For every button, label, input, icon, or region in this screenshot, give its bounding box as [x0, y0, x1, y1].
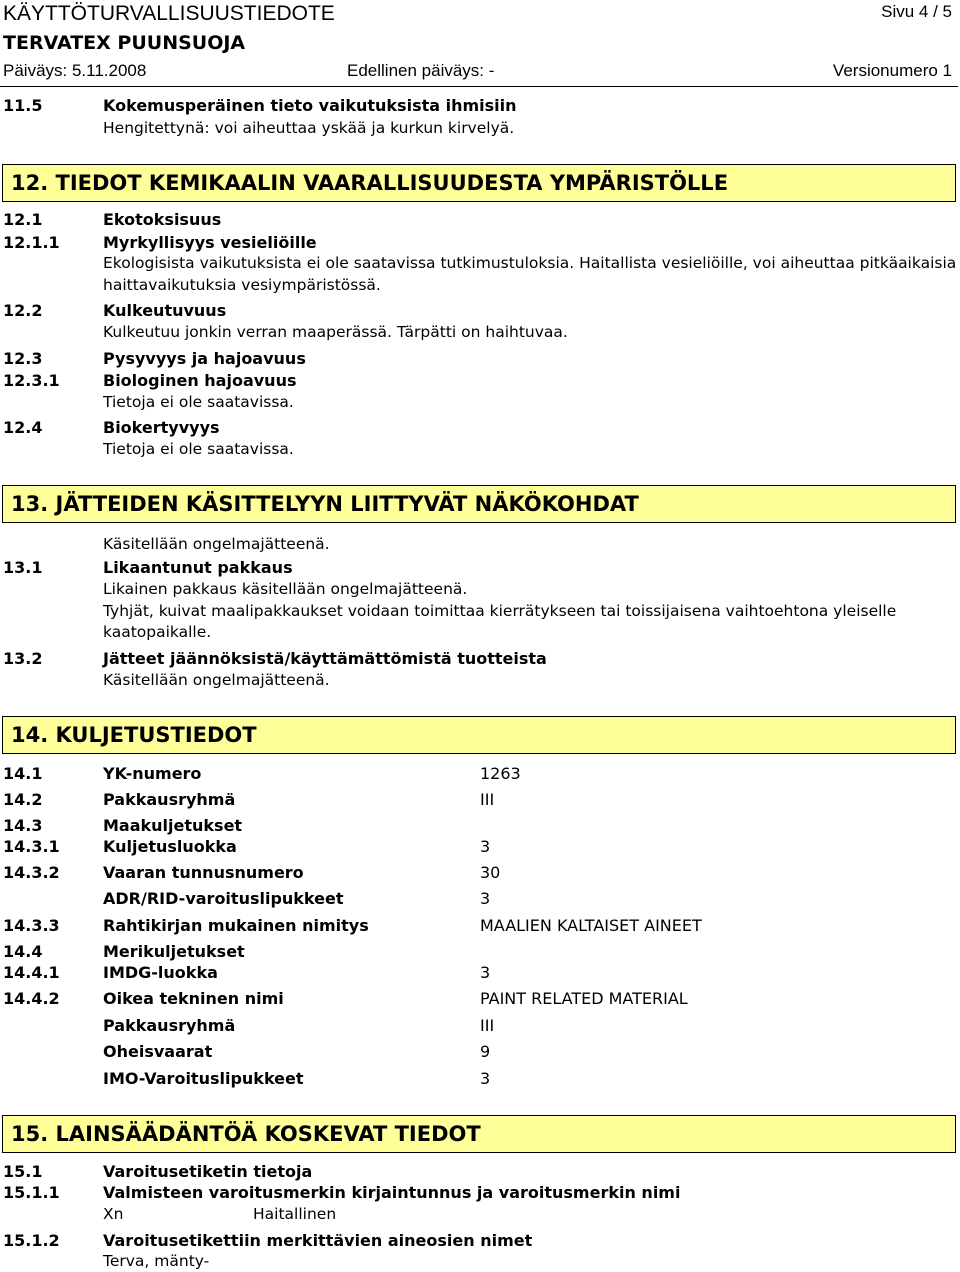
section-12-3-title: Pysyvyys ja hajoavuus: [103, 349, 306, 368]
section-12-3-number: 12.3: [3, 349, 43, 368]
section-13-1-text: Likainen pakkaus käsitellään ongelmajätteenä.: [103, 580, 468, 598]
header-divider: [0, 86, 958, 87]
section-13-1-text-2: Tyhjät, kuivat maalipakkaukset voidaan toimittaa kierrätykseen tai toissijaisena vaihtoehtona yleiselle: [103, 602, 897, 620]
transport-label: IMDG-luokka: [103, 963, 218, 982]
section-15-1-number: 15.1: [3, 1162, 43, 1181]
transport-num: 14.3.3: [3, 916, 60, 935]
section-14-heading: 14. KULJETUSTIEDOT: [2, 716, 956, 754]
section-15-1-title: Varoitusetiketin tietoja: [103, 1162, 313, 1181]
section-11-5-title: Kokemusperäinen tieto vaikutuksista ihmisiin: [103, 96, 517, 115]
transport-value: 3: [480, 837, 491, 856]
transport-value: 3: [480, 1069, 491, 1088]
transport-label: Merikuljetukset: [103, 942, 245, 961]
section-12-2-number: 12.2: [3, 301, 43, 320]
section-12-3-1-text: Tietoja ei ole saatavissa.: [103, 393, 294, 411]
section-12-heading: 12. TIEDOT KEMIKAALIN VAARALLISUUDESTA YMPÄRISTÖLLE: [2, 164, 956, 202]
transport-value: 30: [480, 863, 501, 882]
transport-label: Oikea tekninen nimi: [103, 989, 284, 1008]
hazard-symbol-code: Xn: [103, 1205, 124, 1223]
section-12-2-text: Kulkeutuu jonkin verran maaperässä. Tärpätti on haihtuvaa.: [103, 323, 568, 341]
transport-label: Rahtikirjan mukainen nimitys: [103, 916, 369, 935]
section-13-2-number: 13.2: [3, 649, 43, 668]
transport-num: 14.2: [3, 790, 43, 809]
transport-label: Maakuljetukset: [103, 816, 243, 835]
transport-label: YK-numero: [103, 764, 202, 783]
section-12-3-1-number: 12.3.1: [3, 371, 60, 390]
section-15-1-1-title: Valmisteen varoitusmerkin kirjaintunnus ja varoitusmerkin nimi: [103, 1183, 681, 1202]
transport-value: III: [480, 1016, 495, 1035]
section-12-1-1-text: Ekologisista vaikutuksista ei ole saatavissa tutkimustuloksia. Haitallista vesieliöille, voi aiheuttaa pitkäaikaisia: [103, 254, 957, 272]
transport-num: 14.4: [3, 942, 43, 961]
section-13-2-title: Jätteet jäännöksistä/käyttämättömistä tuotteista: [103, 649, 547, 668]
transport-label: Vaaran tunnusnumero: [103, 863, 304, 882]
section-12-1-1-text-cont: haittavaikutuksia vesiympäristössä.: [103, 276, 381, 294]
section-11-5-text: Hengitettynä: voi aiheuttaa yskää ja kurkun kirvelyä.: [103, 119, 515, 137]
transport-label: ADR/RID-varoituslipukkeet: [103, 889, 344, 908]
transport-label: IMO-Varoituslipukkeet: [103, 1069, 304, 1088]
section-15-1-2-text: Terva, mänty-: [103, 1252, 210, 1270]
section-13-heading: 13. JÄTTEIDEN KÄSITTELYYN LIITTYVÄT NÄKÖKOHDAT: [2, 485, 956, 523]
transport-value: PAINT RELATED MATERIAL: [480, 989, 688, 1008]
section-13-1-number: 13.1: [3, 558, 43, 577]
transport-label: Pakkausryhmä: [103, 790, 236, 809]
transport-value: III: [480, 790, 495, 809]
section-15-1-1-number: 15.1.1: [3, 1183, 60, 1202]
section-12-1-title: Ekotoksisuus: [103, 210, 222, 229]
document-date: Päiväys: 5.11.2008: [3, 61, 147, 80]
section-13-1-title: Likaantunut pakkaus: [103, 558, 293, 577]
transport-value: 1263: [480, 764, 521, 783]
section-13-1-text-3: kaatopaikalle.: [103, 623, 212, 641]
page-number: Sivu 4 / 5: [881, 2, 952, 21]
section-12-4-number: 12.4: [3, 418, 43, 437]
previous-date: Edellinen päiväys: -: [347, 61, 495, 80]
section-11-5-number: 11.5: [3, 96, 43, 115]
section-12-1-1-number: 12.1.1: [3, 233, 60, 252]
transport-num: 14.3.1: [3, 837, 60, 856]
transport-value: 3: [480, 889, 491, 908]
section-12-1-1-title: Myrkyllisyys vesieliöille: [103, 233, 317, 252]
transport-num: 14.3.2: [3, 863, 60, 882]
transport-label: Pakkausryhmä: [103, 1016, 236, 1035]
section-15-heading: 15. LAINSÄÄDÄNTÖÄ KOSKEVAT TIEDOT: [2, 1115, 956, 1153]
section-12-2-title: Kulkeutuvuus: [103, 301, 227, 320]
transport-num: 14.4.2: [3, 989, 60, 1008]
section-12-1-number: 12.1: [3, 210, 43, 229]
section-12-3-1-title: Biologinen hajoavuus: [103, 371, 297, 390]
section-13-intro: Käsitellään ongelmajätteenä.: [103, 535, 330, 553]
hazard-symbol-name: Haitallinen: [253, 1205, 337, 1223]
section-13-2-text: Käsitellään ongelmajätteenä.: [103, 671, 330, 689]
transport-label: Kuljetusluokka: [103, 837, 237, 856]
version-number: Versionumero 1: [832, 61, 952, 80]
transport-num: 14.4.1: [3, 963, 60, 982]
transport-num: 14.1: [3, 764, 43, 783]
section-12-4-text: Tietoja ei ole saatavissa.: [103, 440, 294, 458]
transport-value: MAALIEN KALTAISET AINEET: [480, 916, 702, 935]
document-title: KÄYTTÖTURVALLISUUSTIEDOTE: [3, 2, 335, 25]
transport-label: Oheisvaarat: [103, 1042, 213, 1061]
transport-value: 9: [480, 1042, 491, 1061]
section-15-1-2-number: 15.1.2: [3, 1231, 60, 1250]
product-name: TERVATEX PUUNSUOJA: [3, 32, 246, 54]
transport-num: 14.3: [3, 816, 43, 835]
transport-value: 3: [480, 963, 491, 982]
section-15-1-2-title: Varoitusetikettiin merkittävien aineosien nimet: [103, 1231, 533, 1250]
section-12-4-title: Biokertyvyys: [103, 418, 220, 437]
